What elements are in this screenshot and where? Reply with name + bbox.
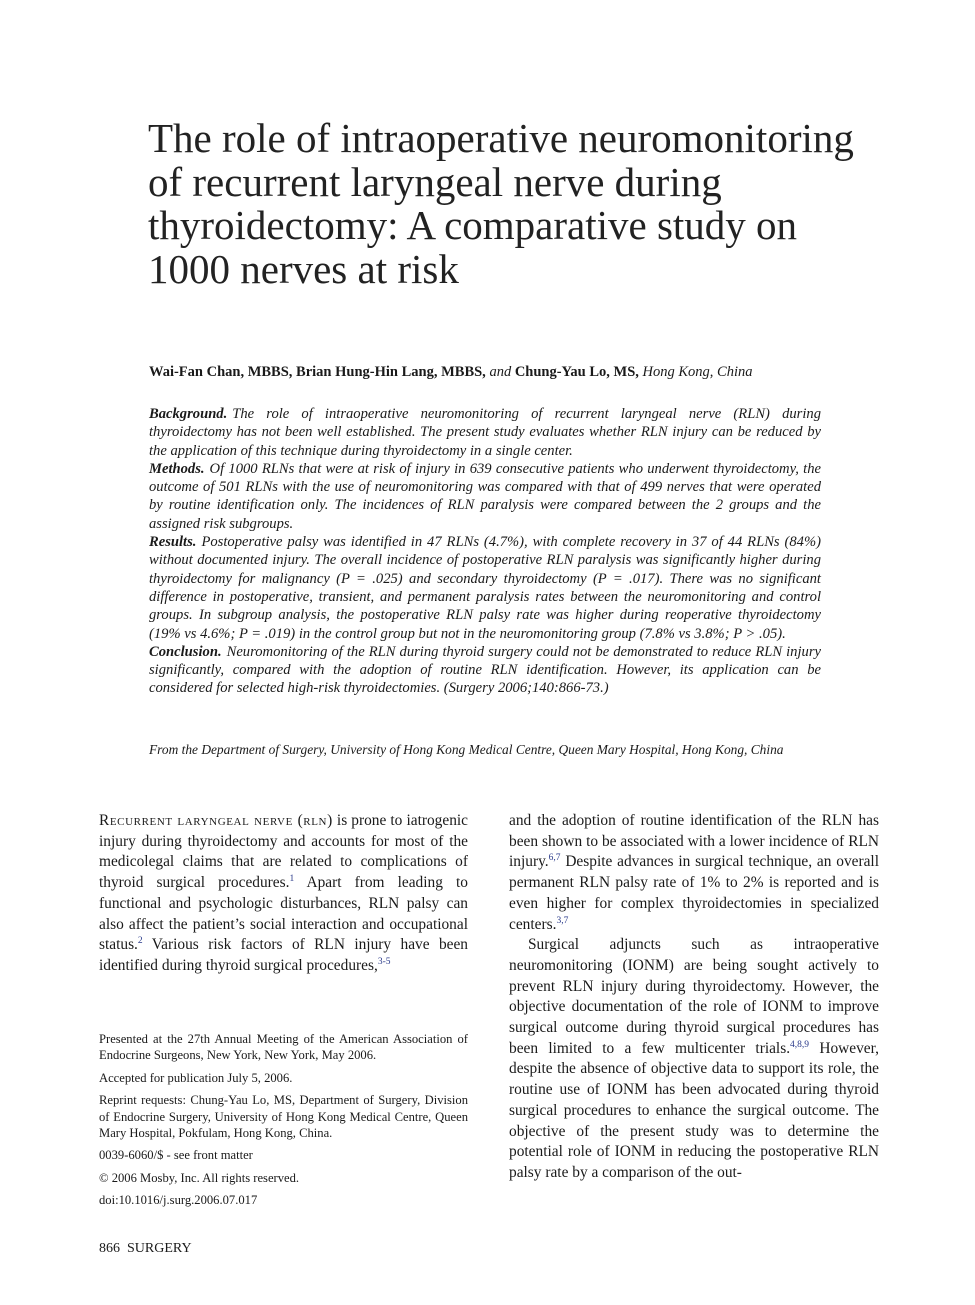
copyright-note: © 2006 Mosby, Inc. All rights reserved. — [99, 1170, 300, 1185]
body-text: is prone to iatrogenic injury during thyroidectomy and accounts for most of the medicolegal claims that are related to complications of thyroid surgical procedures. — [99, 812, 468, 892]
reference-link[interactable]: 2 — [137, 936, 143, 947]
page-footer — [99, 1240, 199, 1258]
results-text: Postoperative palsy was identified in 47 RLNs (4.7%), with complete recovery in 37 of 44 RLNs (84%) without documented injury. The overall incidence of postoperative RLN paralysis was significantly higher during thyroidectomy for malignancy (P = .025) and secondary thyroidectomy (P = .017). There was no significant difference in postoperative, transient, and permanent paralysis rates between the neuromonitoring and control groups. In subgroup analysis, the postoperative RLN palsy rate was higher during reoperative thyroidectomy (19% vs 4.6%; P = .019) in the control group but not in the neuromonitoring group (7.8% vs 3.8%; P > .05). — [149, 534, 821, 642]
abstract-methods — [149, 460, 821, 533]
accepted-note: Accepted for publication July 5, 2006. — [99, 1070, 293, 1085]
journal-name: SURGERY — [127, 1241, 192, 1256]
author-location: Hong Kong, China — [642, 364, 753, 380]
body-paragraph — [509, 935, 879, 1183]
article-notes — [99, 1031, 468, 1215]
issn-note: 0039-6060/$ - see front matter — [99, 1148, 253, 1163]
methods-text: Of 1000 RLNs that were at risk of injury in 639 consecutive patients who underwent thyroidectomy, the outcome of 501 RLNs with the use of neuromonitoring was compared with that of 499 nerves that were operated by routine identification only. The incidences of RLN paralysis were compared between the 2 groups and the assigned risk subgroups. — [149, 460, 821, 532]
reference-link[interactable]: 4,8,9 — [790, 1039, 810, 1050]
body-text: Surgical adjuncts such as intraoperative neuromonitoring (IONM) are being sought actively to prevent RLN injury during thyroidectomy. However, the objective documentation of the role of IONM to improve surgical outcome during thyroid surgical procedures has been limited to a few multicenter trials. — [509, 936, 879, 1057]
abstract-conclusion — [149, 643, 821, 698]
reprint-note: Reprint requests: Chung-Yau Lo, MS, Department of Surgery, Division of Endocrine Surgery, University of Hong Kong Medical Centre, Queen Mary Hospital, Pokfulam, Hong Kong, China. — [99, 1093, 468, 1141]
presented-note: Presented at the 27th Annual Meeting of the American Association of Endocrine Surgeons, New York, New York, May 2006. — [99, 1032, 468, 1063]
body-text: and the adoption of routine identification of the RLN has been shown to be associated with a lower incidence of RLN injury. — [509, 812, 879, 871]
affiliation: From the Department of Surgery, University of Hong Kong Medical Centre, Queen Mary Hospital, Hong Kong, China — [149, 742, 784, 757]
background-text: The role of intraoperative neuromonitoring of recurrent laryngeal nerve (RLN) during thyroidectomy has not been well established. The present study evaluates whether RLN injury can be reduced by the application of this technique during thyroidectomy in a single center. — [149, 406, 821, 459]
body-column-left — [99, 811, 468, 977]
article-title: The role of intraoperative neuromonitoring of recurrent laryngeal nerve during thyroidectomy: A comparative study on 1000 nerves at risk — [148, 115, 854, 292]
body-paragraph — [99, 811, 468, 977]
body-text: Despite advances in surgical technique, an overall permanent RLN palsy rate of 1% to 2% is reported and is even higher for complex thyroidectomies in specialized centers. — [509, 853, 879, 933]
doi-link[interactable]: doi:10.1016/j.surg.2006.07.017 — [99, 1193, 258, 1208]
author-lo: Chung-Yau Lo, MS, — [514, 364, 639, 380]
abstract — [149, 405, 821, 698]
body-text: Various risk factors of RLN injury have been identified during thyroid surgical procedures, — [99, 936, 468, 974]
reference-link[interactable]: 6,7 — [548, 853, 561, 864]
body-paragraph — [509, 811, 879, 935]
background-label: Background. — [149, 406, 228, 422]
lead-in: Recurrent laryngeal nerve (rln) — [99, 812, 333, 829]
author-chan: Wai-Fan Chan, MBBS, — [149, 364, 293, 380]
author-lang: Brian Hung-Hin Lang, MBBS, — [296, 364, 486, 380]
reference-link[interactable]: 3,7 — [556, 915, 569, 926]
page-number: 866 — [99, 1241, 120, 1256]
body-text: However, despite the absence of objective data to support its role, the routine use of IONM has been advocated during thyroid surgical procedures to enhance the surgical outcome. The objective of the present study was to determine the potential role of IONM in reducing the postoperative RLN palsy rate by a comparison of the out- — [509, 1039, 879, 1181]
methods-label: Methods. — [149, 460, 205, 477]
author-line — [149, 363, 849, 381]
conclusion-label: Conclusion. — [149, 643, 222, 660]
reference-link[interactable]: 1 — [289, 874, 295, 885]
author-conjunction: and — [489, 364, 512, 380]
body-text: Apart from leading to functional and psychologic disturbances, RLN palsy can also affect the patient’s social interaction and occupational status. — [99, 874, 468, 954]
conclusion-text: Neuromonitoring of the RLN during thyroid surgery could not be demonstrated to reduce RLN injury significantly, compared with the adoption of routine RLN identification. However, its application can be considered for selected high-risk thyroidectomies. (Surgery 2006;140:866-73.) — [149, 643, 821, 697]
abstract-results — [149, 533, 821, 643]
reference-link[interactable]: 3-5 — [377, 956, 391, 967]
results-label: Results. — [149, 534, 197, 551]
abstract-background — [149, 405, 821, 460]
body-column-right — [509, 811, 879, 1184]
